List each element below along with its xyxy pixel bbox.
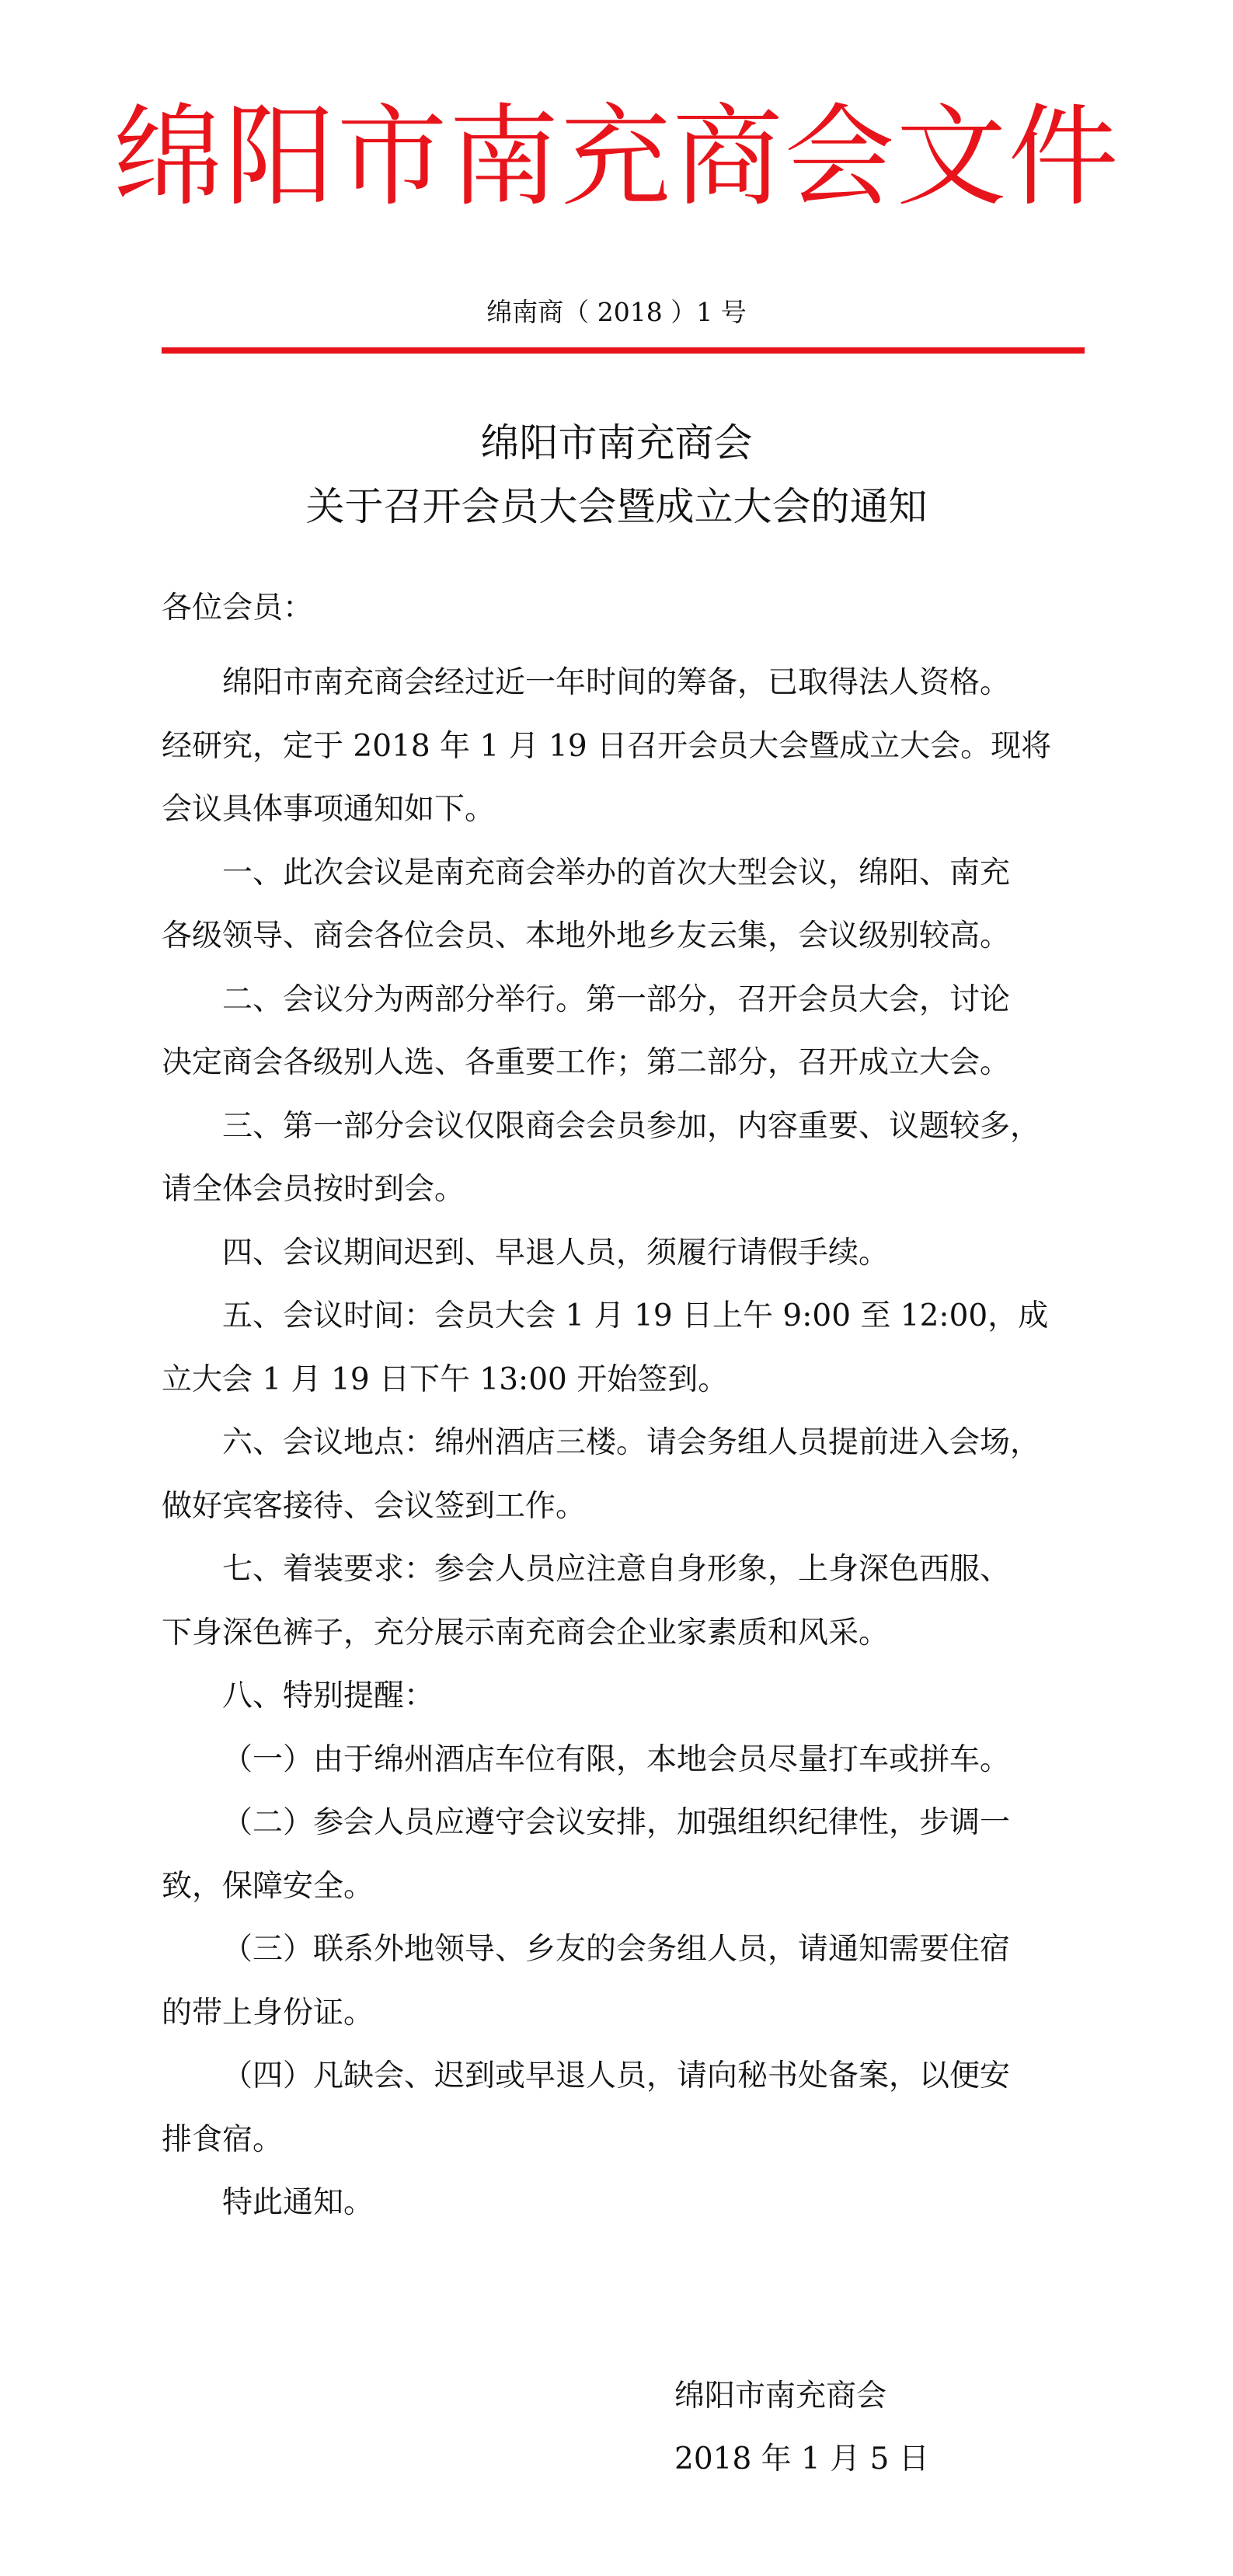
signature-organization: 绵阳市南充商会 xyxy=(674,2379,887,2414)
paragraph: （三）联系外地领导、乡友的会务组人员，请通知需要住宿 的带上身份证。 xyxy=(162,1932,1011,2030)
notice-title-line-1: 绵阳市南充商会 xyxy=(480,420,753,465)
notice-body xyxy=(162,651,1081,2235)
signature-date: 2018 年 1 月 5 日 xyxy=(674,2442,929,2477)
paragraph: 特此通知。 xyxy=(222,2185,374,2220)
paragraph: 一、此次会议是南充商会举办的首次大型会议，绵阳、南充 各级领导、商会各位会员、本地外地乡友云集，会议级别较高。 xyxy=(162,855,1011,953)
paragraph: 三、第一部分会议仅限商会会员参加，内容重要、议题较多， 请全体会员按时到会。 xyxy=(162,1108,1041,1207)
notice-title-line-2: 关于召开会员大会暨成立大会的通知 xyxy=(305,484,928,529)
paragraph: （四）凡缺会、迟到或早退人员，请向秘书处备案，以便安 排食宿。 xyxy=(162,2058,1011,2157)
paragraph: 四、会议期间迟到、早退人员，须履行请假手续。 xyxy=(222,1235,890,1271)
paragraph: 八、特别提醒： xyxy=(222,1678,435,1713)
paragraph: （一）由于绵州酒店车位有限，本地会员尽量打车或拼车。 xyxy=(222,1741,1011,1777)
paragraph: 七、着装要求：参会人员应注意自身形象，上身深色西服、 下身深色裤子，充分展示南充商会企业家素质和风采。 xyxy=(162,1552,1011,1651)
paragraph: 六、会议地点：绵州酒店三楼。请会务组人员提前进入会场， 做好宾客接待、会议签到工作。 xyxy=(162,1425,1041,1524)
paragraph: （二）参会人员应遵守会议安排，加强组织纪律性，步调一 致，保障安全。 xyxy=(162,1805,1011,1904)
paragraph: 绵阳市南充商会经过近一年时间的筹备，已取得法人资格。 经研究，定于 2018 年 1 月 19 日召开会员大会暨成立大会。现将 会议具体事项通知如下。 xyxy=(162,665,1052,827)
paragraph: 二、会议分为两部分举行。第一部分，召开会员大会，讨论 决定商会各级别人选、各重要工作；第二部分，召开成立大会。 xyxy=(162,981,1011,1080)
paragraph: 五、会议时间：会员大会 1 月 19 日上午 9:00 至 12:00，成 立大会 1 月 19 日下午 13:00 开始签到。 xyxy=(162,1298,1049,1397)
red-divider-line xyxy=(162,347,1085,354)
masthead-title: 绵阳市南充商会文件 xyxy=(113,93,1120,221)
document-number: 绵南商（ 2018 ）1 号 xyxy=(486,297,747,327)
salutation: 各位会员： xyxy=(162,591,314,626)
